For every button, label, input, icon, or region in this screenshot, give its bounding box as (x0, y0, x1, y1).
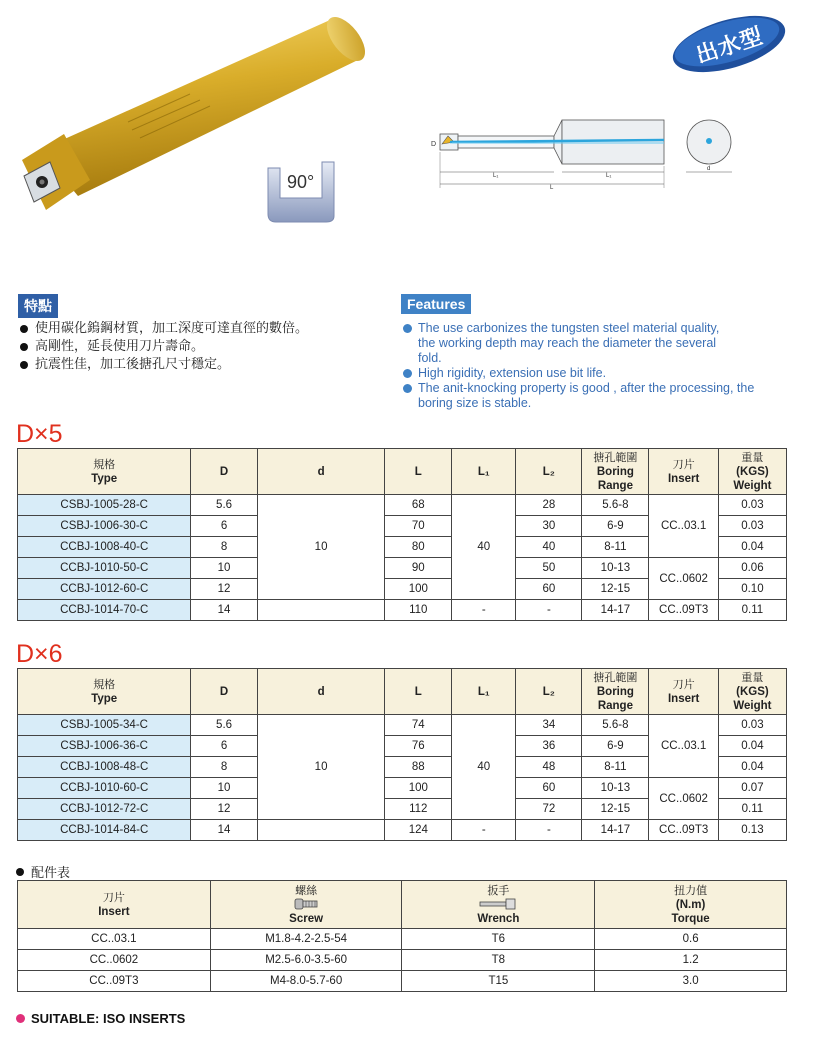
table-row (18, 715, 787, 736)
cell-range: 8-11 (582, 537, 649, 558)
cell-type: CCBJ-1010-50-C (18, 558, 191, 579)
col-L2: L₂ (516, 669, 582, 715)
spec-table-d5 (17, 448, 787, 621)
col-L: L (385, 669, 452, 715)
cell-D: 12 (191, 579, 257, 600)
col-insert: 刀片 Insert (649, 669, 718, 715)
cell-d: 10 (257, 495, 385, 600)
cell-type: CCBJ-1008-40-C (18, 537, 191, 558)
accessories-table (17, 880, 787, 992)
cell-L: 88 (385, 757, 452, 778)
cell-acc-torque: 1.2 (595, 950, 787, 971)
col-L: L (385, 449, 452, 495)
cell-type: CCBJ-1014-84-C (18, 820, 191, 841)
cell-weight: 0.03 (718, 516, 786, 537)
table-header-row (18, 881, 787, 929)
cell-L2: 28 (516, 495, 582, 516)
table-row (18, 950, 787, 971)
cell-L2: 30 (516, 516, 582, 537)
features-cn-list (18, 320, 388, 374)
table-row (18, 558, 787, 579)
cell-range: 8-11 (582, 757, 649, 778)
badge-text: 出水型 (692, 23, 767, 69)
col-acc-torque: 扭力值 (N.m) Torque (595, 881, 787, 929)
cell-L1: - (452, 820, 516, 841)
cell-L: 100 (385, 778, 452, 799)
cell-type: CSBJ-1005-28-C (18, 495, 191, 516)
cell-D: 14 (191, 600, 257, 621)
section-title-d6: D×6 (16, 640, 63, 668)
cell-type: CSBJ-1005-34-C (18, 715, 191, 736)
table-row (18, 820, 787, 841)
cell-type: CSBJ-1006-30-C (18, 516, 191, 537)
cell-acc-torque: 3.0 (595, 971, 787, 992)
feature-cn-item: 使用碳化鎢鋼材質，加工深度可達直徑的數倍。 (18, 320, 388, 338)
cell-weight: 0.13 (718, 820, 786, 841)
cell-D: 8 (191, 537, 257, 558)
col-weight: 重量 (KGS) Weight (718, 669, 786, 715)
table-row (18, 778, 787, 799)
cell-L2: 50 (516, 558, 582, 579)
col-D: D (191, 669, 257, 715)
col-d: d (257, 669, 385, 715)
table-row (18, 600, 787, 621)
cell-weight: 0.06 (718, 558, 786, 579)
cell-acc-insert: CC..09T3 (18, 971, 211, 992)
cell-L: 112 (385, 799, 452, 820)
cell-L2: - (516, 820, 582, 841)
cell-D: 10 (191, 558, 257, 579)
cell-type: CCBJ-1012-72-C (18, 799, 191, 820)
cell-L2: 40 (516, 537, 582, 558)
col-type: 規格 Type (18, 669, 191, 715)
cell-D: 6 (191, 516, 257, 537)
bullet-icon (16, 868, 24, 876)
table-header-row (18, 669, 787, 715)
screw-icon (294, 898, 318, 910)
cell-d (257, 820, 385, 841)
table-row (18, 971, 787, 992)
suitable-note: SUITABLE: ISO INSERTS (16, 1011, 185, 1026)
cell-acc-screw: M4-8.0-5.7-60 (210, 971, 402, 992)
cell-range: 5.6-8 (582, 495, 649, 516)
cell-insert: CC..09T3 (649, 820, 718, 841)
features-en-title: Features (401, 294, 471, 314)
cell-insert: CC..0602 (649, 558, 718, 600)
cell-range: 14-17 (582, 820, 649, 841)
cell-L2: 34 (516, 715, 582, 736)
cell-L1: - (452, 600, 516, 621)
col-range: 搪孔範圍 Boring Range (582, 669, 649, 715)
col-weight: 重量 (KGS) Weight (718, 449, 786, 495)
dim-l1-label: L₁ (493, 173, 499, 179)
cell-type: CCBJ-1012-60-C (18, 579, 191, 600)
cell-L1: 40 (452, 715, 516, 820)
cell-L2: 72 (516, 799, 582, 820)
cell-weight: 0.04 (718, 757, 786, 778)
cell-insert: CC..03.1 (649, 715, 718, 778)
section-title-d5: D×5 (16, 420, 63, 448)
cell-weight: 0.04 (718, 537, 786, 558)
col-acc-wrench: 扳手 Wrench (402, 881, 595, 929)
dim-l-label: L (550, 185, 554, 191)
cell-L: 90 (385, 558, 452, 579)
cell-D: 12 (191, 799, 257, 820)
features-en-list (401, 321, 801, 411)
dim-d-label: D (431, 141, 437, 148)
cell-acc-wrench: T15 (402, 971, 595, 992)
cell-insert: CC..09T3 (649, 600, 718, 621)
cell-D: 14 (191, 820, 257, 841)
cell-range: 12-15 (582, 579, 649, 600)
cell-acc-wrench: T6 (402, 929, 595, 950)
col-insert: 刀片 Insert (649, 449, 718, 495)
cell-weight: 0.04 (718, 736, 786, 757)
cell-range: 10-13 (582, 558, 649, 579)
feature-en-item: The use carbonizes the tungsten steel material quality, the working depth may reach the diameter the several fold. (401, 321, 731, 366)
cell-D: 10 (191, 778, 257, 799)
col-d: d (257, 449, 385, 495)
col-acc-screw: 螺絲 Screw (210, 881, 402, 929)
table-header-row (18, 449, 787, 495)
col-L1: L₁ (452, 449, 516, 495)
cell-L: 100 (385, 579, 452, 600)
feature-cn-item: 高剛性，延長使用刀片壽命。 (18, 338, 388, 356)
cell-acc-insert: CC..03.1 (18, 929, 211, 950)
cell-type: CCBJ-1008-48-C (18, 757, 191, 778)
cell-type: CSBJ-1006-36-C (18, 736, 191, 757)
cell-L2: 60 (516, 579, 582, 600)
cell-insert: CC..03.1 (649, 495, 718, 558)
cell-range: 6-9 (582, 516, 649, 537)
cell-weight: 0.11 (718, 600, 786, 621)
cell-weight: 0.03 (718, 715, 786, 736)
col-L1: L₁ (452, 669, 516, 715)
cell-acc-screw: M1.8-4.2-2.5-54 (210, 929, 402, 950)
coolant-type-badge (667, 14, 791, 74)
cell-weight: 0.10 (718, 579, 786, 600)
col-type: 規格 Type (18, 449, 191, 495)
cell-weight: 0.11 (718, 799, 786, 820)
cell-range: 6-9 (582, 736, 649, 757)
cell-L2: 36 (516, 736, 582, 757)
cell-acc-screw: M2.5-6.0-3.5-60 (210, 950, 402, 971)
cell-acc-insert: CC..0602 (18, 950, 211, 971)
cell-L2: - (516, 600, 582, 621)
hero-illustrations (0, 0, 833, 280)
cell-D: 5.6 (191, 495, 257, 516)
cell-type: CCBJ-1014-70-C (18, 600, 191, 621)
cell-D: 5.6 (191, 715, 257, 736)
cell-L2: 60 (516, 778, 582, 799)
cell-D: 8 (191, 757, 257, 778)
cell-L1: 40 (452, 495, 516, 600)
cell-L: 80 (385, 537, 452, 558)
wrench-icon (478, 898, 518, 910)
cell-type: CCBJ-1010-60-C (18, 778, 191, 799)
bullet-icon (16, 1014, 25, 1023)
cell-range: 14-17 (582, 600, 649, 621)
accessories-title: 配件表 (16, 862, 70, 881)
feature-cn-item: 抗震性佳，加工後搪孔尺寸穩定。 (18, 356, 388, 374)
cell-L: 74 (385, 715, 452, 736)
cell-acc-wrench: T8 (402, 950, 595, 971)
cell-weight: 0.03 (718, 495, 786, 516)
technical-drawing (428, 108, 748, 198)
cell-L: 76 (385, 736, 452, 757)
cell-acc-torque: 0.6 (595, 929, 787, 950)
cell-L: 124 (385, 820, 452, 841)
col-D: D (191, 449, 257, 495)
col-L2: L₂ (516, 449, 582, 495)
cell-weight: 0.07 (718, 778, 786, 799)
table-row (18, 495, 787, 516)
feature-en-item: High rigidity, extension use bit life. (401, 366, 801, 381)
dim-l1b-label: L₁ (606, 173, 612, 179)
dim-small-d-label: d (707, 166, 711, 172)
cell-range: 5.6-8 (582, 715, 649, 736)
cell-D: 6 (191, 736, 257, 757)
spec-table-d6 (17, 668, 787, 841)
features-cn-title: 特點 (18, 294, 58, 318)
angle-label: 90° (287, 172, 315, 192)
col-acc-insert: 刀片 Insert (18, 881, 211, 929)
cell-L: 70 (385, 516, 452, 537)
cell-d (257, 600, 385, 621)
cell-range: 10-13 (582, 778, 649, 799)
col-range: 搪孔範圍 Boring Range (582, 449, 649, 495)
cell-L: 68 (385, 495, 452, 516)
table-row (18, 929, 787, 950)
cell-range: 12-15 (582, 799, 649, 820)
cell-insert: CC..0602 (649, 778, 718, 820)
cell-L2: 48 (516, 757, 582, 778)
cell-d: 10 (257, 715, 385, 820)
cell-L: 110 (385, 600, 452, 621)
feature-en-item: The anit-knocking property is good , after the processing, the boring size is stable. (401, 381, 761, 411)
